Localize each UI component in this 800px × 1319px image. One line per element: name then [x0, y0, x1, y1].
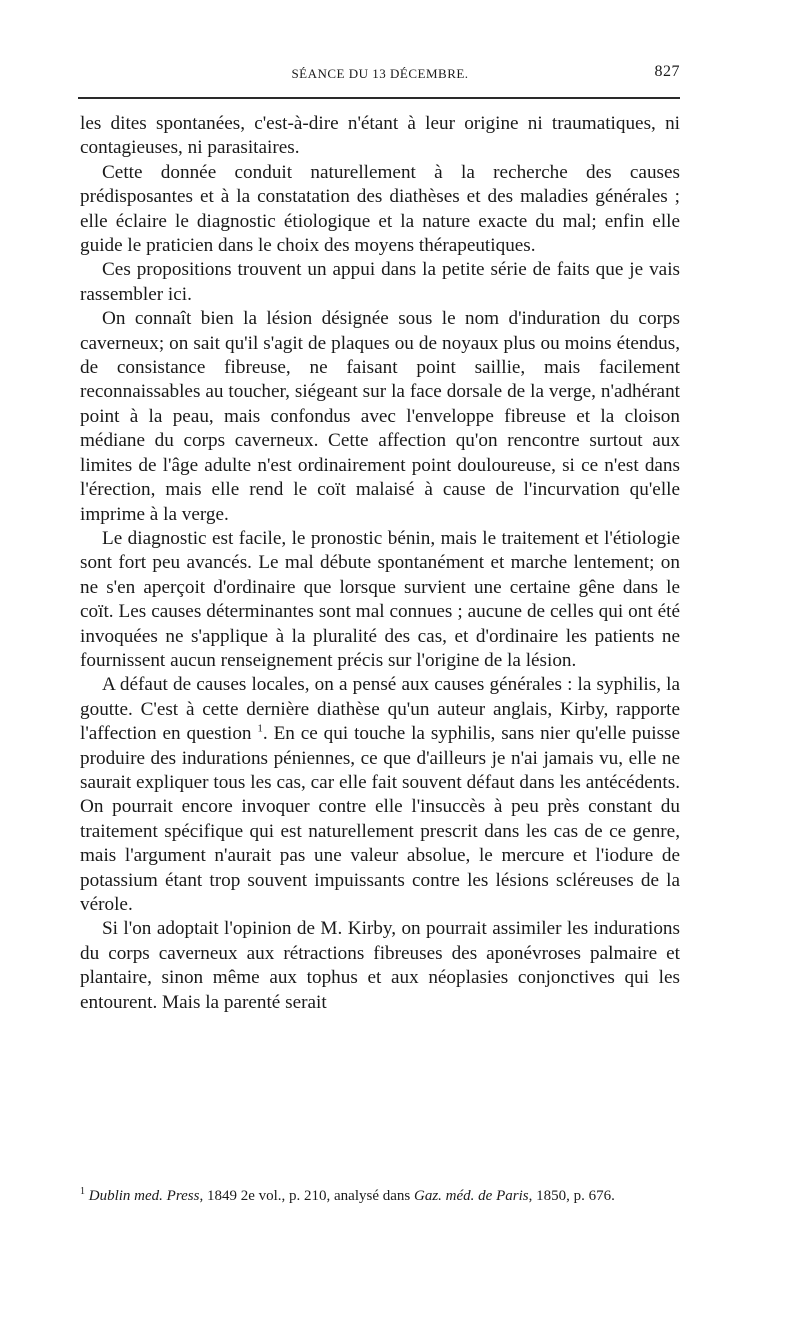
paragraph-6-text-before: A défaut de causes locales, on a pensé aux causes générales : la syphilis, la goutte. C'est à cette dernière diathèse qu'un auteur anglais, Kirby, rapporte l'affection en question	[80, 674, 680, 745]
page-number: 827	[654, 63, 680, 80]
paragraph-6-text-after: . En ce qui touche la syphilis, sans nier qu'elle puisse produire des indurations péniennes, ce que d'ailleurs je n'ai jamais vu, elle ne saurait expliquer tous les cas, car elle fait souvent défaut dans les antécédents. On pourrait encore invoquer contre elle l'insuccès à peu près constant du traitement spécifique qui est naturellement prescrit dans les cas de ce genre, mais l'argument n'aurait pas une valeur absolue, le mercure et l'iodure de potassium étant trop souvent impuissants contre les lésions scléreuses de la vérole.	[80, 723, 681, 915]
footnote-reference: 1	[257, 722, 263, 735]
paragraph-7: Si l'on adoptait l'opinion de M. Kirby, on pourrait assimiler les indurations du corps caverneux aux rétractions fibreuses des aponévroses palmaire et plantaire, sinon même aux tophus et aux néoplasies conjonctives qui les entourent. Mais la parenté serait	[80, 918, 680, 1013]
header-rule	[78, 97, 680, 99]
body-text	[80, 112, 680, 1015]
footnote	[80, 1186, 680, 1206]
running-head	[80, 62, 680, 86]
footnote-marker: 1	[80, 1186, 85, 1197]
footnote-journal-2: Gaz. méd. de Paris	[414, 1188, 529, 1204]
footnote-journal: Dublin med. Press	[88, 1188, 200, 1204]
footnote-details: , 1849 2e vol., p. 210, analysé dans	[199, 1188, 414, 1204]
paragraph-5: Le diagnostic est facile, le pronostic bénin, mais le traitement et l'étiologie sont fort peu avancés. Le mal débute spontanément et marche lentement; on ne s'en aperçoit d'ordinaire que lorsque survient une certaine gêne dans le coït. Les causes déterminantes sont mal connues ; aucune de celles qui ont été invoquées ne s'applique à la pluralité des cas, et d'ordinaire les patients ne fournissent aucun renseignement précis sur l'origine de la lésion.	[80, 527, 680, 671]
paragraph-4: On connaît bien la lésion désignée sous le nom d'induration du corps caverneux; on sait qu'il s'agit de plaques ou de noyaux plus ou moins étendus, de consistance fibreuse, ne faisant point saillie, mais facilement reconnaissables au toucher, siégeant sur la face dorsale de la verge, n'adhérant point à la peau, mais confondus avec l'enveloppe fibreuse et la cloison médiane du corps caverneux. Cette affection qu'on rencontre surtout aux limites de l'âge adulte n'est ordinairement point douloureuse, si ce n'est dans l'érection, mais elle rend le coït malaisé à cause de l'incurvation qu'elle imprime à la verge.	[80, 308, 680, 525]
paragraph-2: Cette donnée conduit naturellement à la recherche des causes prédisposantes et à la constatation des diathèses et des maladies générales ; elle éclaire le diagnostic étiologique et la nature exacte du mal; enfin elle guide le praticien dans le choix des moyens thérapeutiques.	[80, 161, 680, 257]
paragraph-1: les dites spontanées, c'est-à-dire n'étant à leur origine ni traumatiques, ni contagieuses, ni parasitaires.	[80, 113, 680, 159]
paragraph-6	[80, 673, 680, 917]
running-title: SÉANCE DU 13 DÉCEMBRE.	[291, 66, 469, 81]
footnote-details-2: , 1850, p. 676.	[528, 1188, 615, 1204]
paragraph-3: Ces propositions trouvent un appui dans la petite série de faits que je vais rassembler ici.	[80, 259, 680, 305]
